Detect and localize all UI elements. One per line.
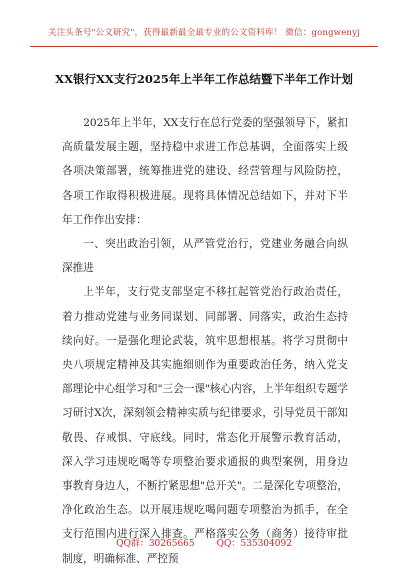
section-heading: 一、突出政治引领，从严管党治行，党建业务融合向纵深推进 [62,238,348,275]
footer-qq-group: QQ群：30265665 [116,539,195,549]
document-body [62,111,348,571]
footer-contact [0,536,408,549]
header-divider [30,46,378,47]
body-paragraph: 上半年，支行党支部坚定不移扛起管党治行政治责任，着力推动党建与业务同谋划、同部署、同落实，政治生态持续向好。一是强化理论武装，筑牢思想根基。将学习贯彻中央八项规定精神及其实施细则作为重要政治任务，纳入党支部理论中心组学习和"三会一课"核心内容，上半年组织专题学习研讨X次，深刻领会精神实质与纪律要求，引导党员干部知敬畏、存戒惧、守底线。同时，常态化开展警示教育活动，深入学习违规吃喝等专项整治要求通报的典型案例，用身边事教育身边人，不断拧紧思想"总开关"。二是深化专项整治，净化政治生态。以开展违规吃喝问题专项整治为抓手，在全支行范围内进行深入排查。严格落实公务（商务）接待审批制度，明确标准、严控预 [62,286,348,565]
intro-paragraph: 2025年上半年，XX支行在总行党委的坚强领导下，紧扣高质量发展主题，坚持稳中求进工作总基调，全面落实上级各项决策部署，统筹推进党的建设、经营管理与风险防控，各项工作取得积极进展。现将具体情况总结如下，并对下半年工作作出安排： [62,117,348,226]
document-title: XX银行XX支行2025年上半年工作总结暨下半年工作计划 [55,72,353,86]
header-banner: 关注头条号"公文研究"，获得最新最全最专业的公文资料库！ 微信：gongwenyj [48,28,360,38]
footer-qq: QQ：535304092 [216,539,292,549]
